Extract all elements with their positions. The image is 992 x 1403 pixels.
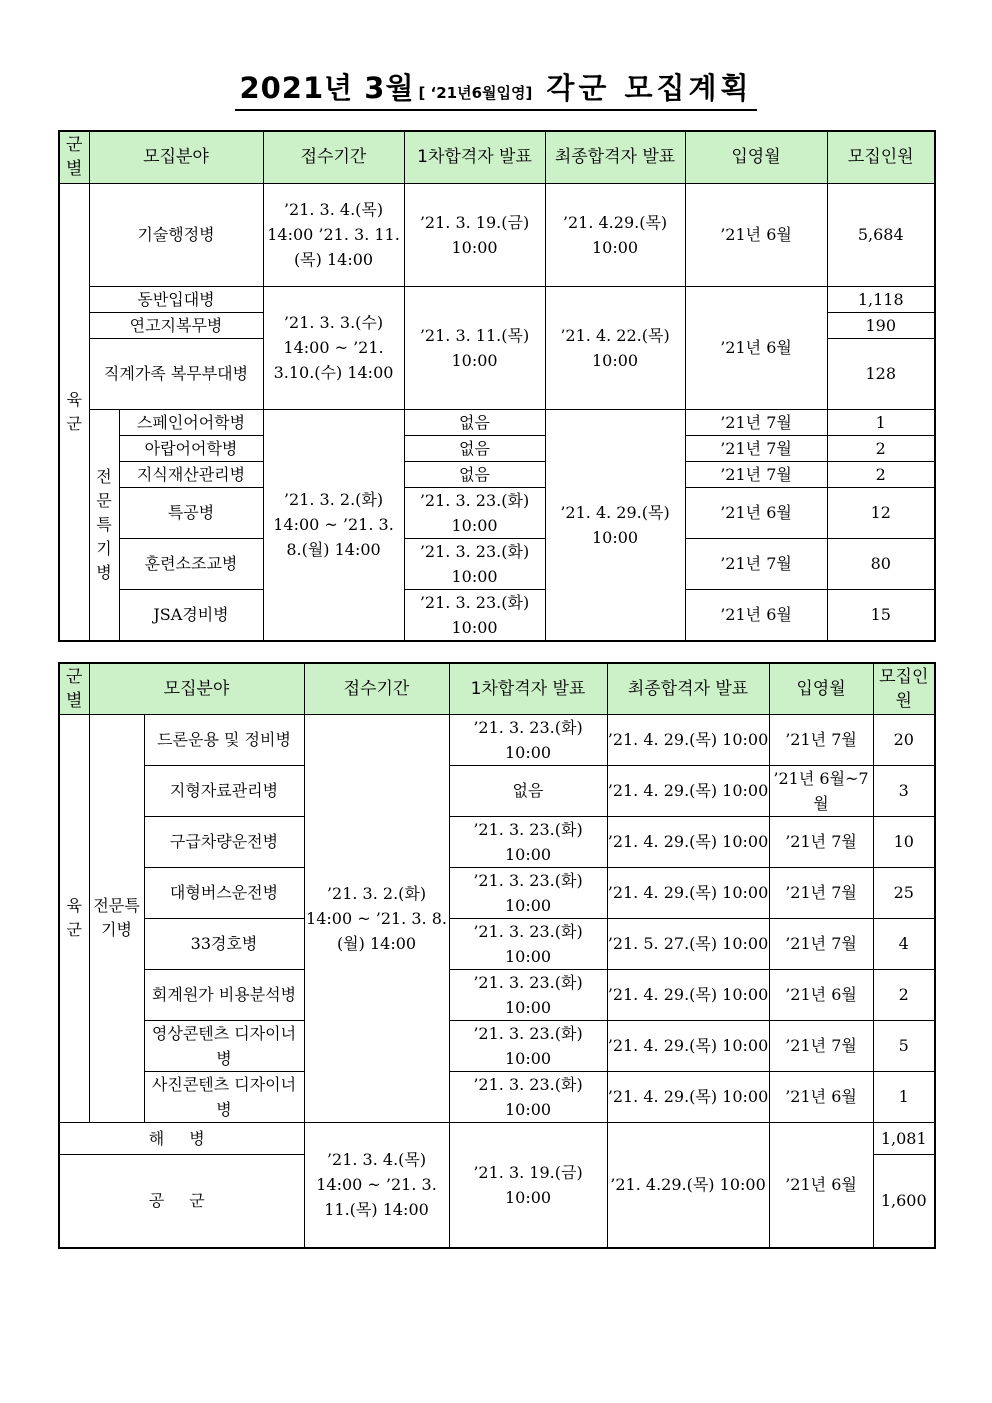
header-first: 1차합격자 발표 [449, 663, 607, 714]
field-name: 특공병 [119, 487, 263, 538]
enlist-month: ’21년 6월 [769, 1071, 873, 1122]
header-field: 모집분야 [89, 131, 263, 183]
recruit-count: 1,118 [827, 286, 935, 312]
special-label: 전문특기병 [89, 714, 144, 1122]
recruit-count: 4 [873, 918, 935, 969]
field-name: 구급차량운전병 [144, 816, 304, 867]
title-tail: 각군 모집계획 [546, 71, 753, 105]
enlist-month: ’21년 6월 [685, 286, 827, 409]
field-name: 회계원가 비용분석병 [144, 969, 304, 1020]
field-name: 대형버스운전병 [144, 867, 304, 918]
recruit-count: 2 [827, 435, 935, 461]
page-title [0, 66, 992, 111]
first-announce: ’21. 3. 23.(화) 10:00 [404, 589, 545, 641]
navy-label: 해 병 [59, 1122, 304, 1154]
final-announce: ’21. 4. 29.(목) 10:00 [607, 867, 769, 918]
recruit-count: 1 [873, 1071, 935, 1122]
recruit-count: 2 [873, 969, 935, 1020]
enlist-month: ’21년 7월 [769, 714, 873, 765]
enlist-month: ’21년 7월 [685, 409, 827, 435]
field-name: 33경호병 [144, 918, 304, 969]
enlist-month: ’21년 6월 [769, 969, 873, 1020]
enlist-month: ’21년 6월 [685, 589, 827, 641]
field-name: 기술행정병 [89, 183, 263, 286]
field-name: 아랍어어학병 [119, 435, 263, 461]
first-announce: 없음 [449, 765, 607, 816]
first-announce: ’21. 3. 23.(화) 10:00 [449, 714, 607, 765]
final-announce: ’21. 4. 22.(목) 10:00 [545, 286, 685, 409]
first-announce: 없음 [404, 435, 545, 461]
first-announce: ’21. 3. 23.(화) 10:00 [449, 969, 607, 1020]
first-announce: ’21. 3. 23.(화) 10:00 [449, 918, 607, 969]
final-announce: ’21. 4.29.(목) 10:00 [545, 183, 685, 286]
period: ’21. 3. 3.(수) 14:00 ~ ’21. 3.10.(수) 14:00 [263, 286, 404, 409]
field-name: 연고지복무병 [89, 312, 263, 338]
first-announce: 없음 [404, 409, 545, 435]
first-announce: ’21. 3. 23.(화) 10:00 [449, 1071, 607, 1122]
recruit-count: 5,684 [827, 183, 935, 286]
header-gun: 군별 [59, 131, 89, 183]
field-name: JSA경비병 [119, 589, 263, 641]
recruit-count: 5 [873, 1020, 935, 1071]
recruit-count: 1 [827, 409, 935, 435]
first-announce: ’21. 3. 23.(화) 10:00 [404, 487, 545, 538]
field-name: 지형자료관리병 [144, 765, 304, 816]
recruit-count: 190 [827, 312, 935, 338]
final-announce: ’21. 4. 29.(목) 10:00 [607, 1020, 769, 1071]
header-period: 접수기간 [304, 663, 449, 714]
recruit-table-2 [58, 662, 936, 1249]
title-sub: [ ‘21년6월입영] [418, 84, 533, 102]
field-name: 지식재산관리병 [119, 461, 263, 487]
enlist-month: ’21년 6월~7월 [769, 765, 873, 816]
recruit-count: 15 [827, 589, 935, 641]
header-final: 최종합격자 발표 [607, 663, 769, 714]
enlist-month: ’21년 7월 [769, 1020, 873, 1071]
final-announce: ’21. 4. 29.(목) 10:00 [607, 969, 769, 1020]
enlist-month: ’21년 7월 [769, 918, 873, 969]
first-announce: ’21. 3. 23.(화) 10:00 [404, 538, 545, 589]
final-announce: ’21. 4. 29.(목) 10:00 [607, 1071, 769, 1122]
recruit-count: 12 [827, 487, 935, 538]
field-name: 직계가족 복무부대병 [89, 338, 263, 409]
header-field: 모집분야 [89, 663, 304, 714]
recruit-table-1 [58, 130, 936, 642]
period: ’21. 3. 4.(목) 14:00 ’21. 3. 11.(목) 14:00 [263, 183, 404, 286]
enlist-month: ’21년 7월 [685, 538, 827, 589]
recruit-count: 80 [827, 538, 935, 589]
first-announce: 없음 [404, 461, 545, 487]
final-announce: ’21. 4. 29.(목) 10:00 [607, 714, 769, 765]
recruit-count: 2 [827, 461, 935, 487]
header-count: 모집인원 [827, 131, 935, 183]
recruit-count: 25 [873, 867, 935, 918]
period: ’21. 3. 4.(목) 14:00 ~ ’21. 3. 11.(목) 14:00 [304, 1122, 449, 1248]
army-label: 육군 [59, 714, 89, 1122]
enlist-month: ’21년 7월 [769, 816, 873, 867]
first-announce: ’21. 3. 23.(화) 10:00 [449, 867, 607, 918]
field-name: 스페인어어학병 [119, 409, 263, 435]
enlist-month: ’21년 7월 [685, 461, 827, 487]
header-month: 입영월 [685, 131, 827, 183]
enlist-month: ’21년 7월 [769, 867, 873, 918]
first-announce: ’21. 3. 23.(화) 10:00 [449, 816, 607, 867]
final-announce: ’21. 4. 29.(목) 10:00 [607, 816, 769, 867]
recruit-count: 10 [873, 816, 935, 867]
title-main: 2021년 3월 [239, 71, 415, 105]
airforce-label: 공 군 [59, 1154, 304, 1248]
header-final: 최종합격자 발표 [545, 131, 685, 183]
recruit-count: 1,081 [873, 1122, 935, 1154]
recruit-count: 1,600 [873, 1154, 935, 1248]
field-name: 드론운용 및 정비병 [144, 714, 304, 765]
recruit-count: 3 [873, 765, 935, 816]
header-gun: 군별 [59, 663, 89, 714]
first-announce: ’21. 3. 19.(금) 10:00 [404, 183, 545, 286]
recruit-count: 20 [873, 714, 935, 765]
enlist-month: ’21년 6월 [685, 487, 827, 538]
special-label: 전문특기병 [89, 409, 119, 641]
header-period: 접수기간 [263, 131, 404, 183]
first-announce: ’21. 3. 23.(화) 10:00 [449, 1020, 607, 1071]
army-label: 육군 [59, 183, 89, 641]
first-announce: ’21. 3. 11.(목) 10:00 [404, 286, 545, 409]
header-month: 입영월 [769, 663, 873, 714]
final-announce: ’21. 4.29.(목) 10:00 [607, 1122, 769, 1248]
enlist-month: ’21년 6월 [685, 183, 827, 286]
field-name: 동반입대병 [89, 286, 263, 312]
enlist-month: ’21년 6월 [769, 1122, 873, 1248]
header-first: 1차합격자 발표 [404, 131, 545, 183]
period: ’21. 3. 2.(화) 14:00 ~ ’21. 3. 8.(월) 14:00 [263, 409, 404, 641]
final-announce: ’21. 4. 29.(목) 10:00 [545, 409, 685, 641]
header-count: 모집인원 [873, 663, 935, 714]
enlist-month: ’21년 7월 [685, 435, 827, 461]
field-name: 훈련소조교병 [119, 538, 263, 589]
final-announce: ’21. 4. 29.(목) 10:00 [607, 765, 769, 816]
field-name: 영상콘텐츠 디자이너병 [144, 1020, 304, 1071]
final-announce: ’21. 5. 27.(목) 10:00 [607, 918, 769, 969]
recruit-count: 128 [827, 338, 935, 409]
first-announce: ’21. 3. 19.(금) 10:00 [449, 1122, 607, 1248]
period: ’21. 3. 2.(화) 14:00 ~ ’21. 3. 8.(월) 14:00 [304, 714, 449, 1122]
field-name: 사진콘텐츠 디자이너병 [144, 1071, 304, 1122]
